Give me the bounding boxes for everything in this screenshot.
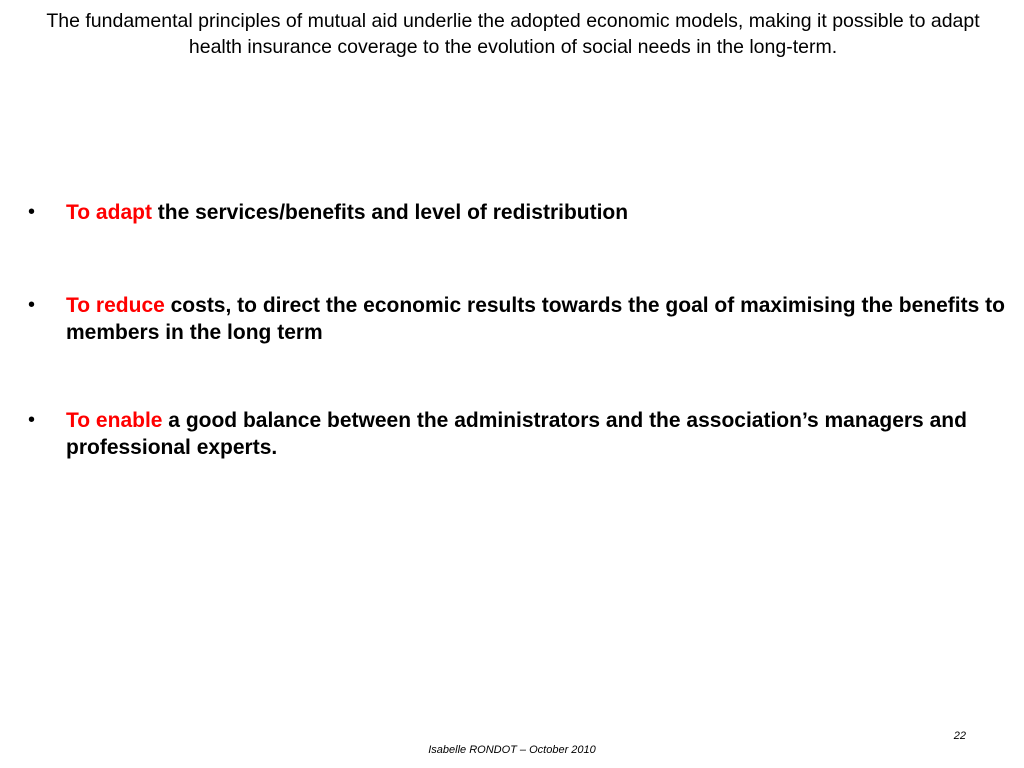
bullet-lead: To enable xyxy=(66,409,163,432)
bullet-lead: To reduce xyxy=(66,294,165,317)
slide-title: The fundamental principles of mutual aid underlie the adopted economic models, making it possible to adapt health insurance coverage to the evolution of social needs in the long-term. xyxy=(46,10,980,58)
bullet-marker: • xyxy=(28,294,36,316)
bullet-item xyxy=(0,199,1024,226)
bullet-marker: • xyxy=(28,409,36,431)
footer-credit: Isabelle RONDOT – October 2010 xyxy=(428,744,596,756)
bullet-item xyxy=(0,407,1024,461)
bullet-lead: To adapt xyxy=(66,201,152,224)
page-number: 22 xyxy=(953,730,966,742)
bullet-text: costs, to direct the economic results towards the goal of maximising the benefits to members in the long term xyxy=(66,294,1005,344)
bullet-item xyxy=(0,292,1024,346)
bullet-text: a good balance between the administrators and the association’s managers and professional experts. xyxy=(66,409,967,459)
bullet-text: the services/benefits and level of redistribution xyxy=(151,201,629,224)
bullet-marker: • xyxy=(28,201,36,223)
